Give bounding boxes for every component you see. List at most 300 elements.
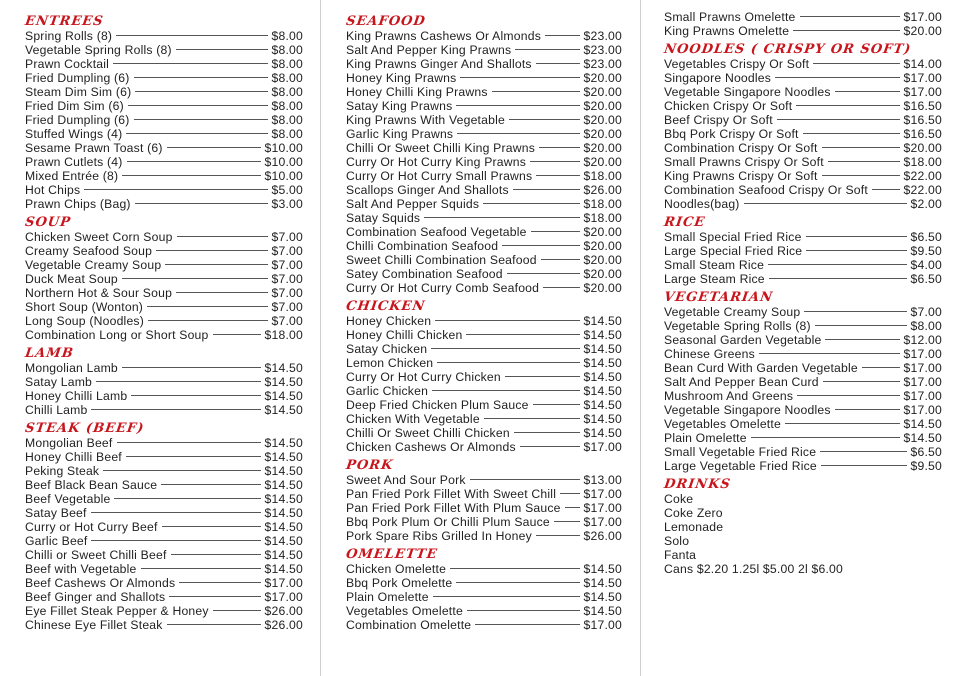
item-price: $7.00 <box>271 314 303 328</box>
item-price: $20.00 <box>583 99 622 113</box>
menu-item <box>346 253 622 267</box>
item-name: Chicken Cashews Or Almonds <box>346 440 516 454</box>
menu-item <box>25 300 303 314</box>
leader-line <box>803 133 900 134</box>
item-name: Seasonal Garden Vegetable <box>664 333 822 347</box>
leader-line <box>821 465 907 466</box>
item-name: Honey Chicken <box>346 314 432 328</box>
leader-line <box>545 35 580 36</box>
menu-item <box>664 319 942 333</box>
item-name: Large Steam Rice <box>664 272 765 286</box>
menu-item <box>664 272 942 286</box>
item-name: Beef Cashews Or Almonds <box>25 576 176 590</box>
menu-item <box>25 169 303 183</box>
item-price: $8.00 <box>271 127 303 141</box>
menu-item <box>346 211 622 225</box>
leader-line <box>531 231 580 232</box>
item-price: $7.00 <box>271 244 303 258</box>
item-name: Pan Fried Pork Fillet With Sweet Chill <box>346 487 557 501</box>
leader-line <box>862 367 900 368</box>
menu-section-steak-beef <box>25 421 303 632</box>
item-price: $14.50 <box>583 562 622 576</box>
leader-line <box>114 498 260 499</box>
item-name: Satay Lamb <box>25 375 93 389</box>
leader-line <box>456 105 579 106</box>
item-name: Fried Dim Sim (6) <box>25 99 124 113</box>
menu-item <box>25 562 303 576</box>
menu-item <box>346 113 622 127</box>
leader-line <box>450 568 579 569</box>
leader-line <box>134 119 268 120</box>
leader-line <box>565 507 580 508</box>
menu-item <box>346 501 622 515</box>
menu-item <box>25 141 303 155</box>
item-name: Duck Meat Soup <box>25 272 118 286</box>
item-name: Chicken Omelette <box>346 562 447 576</box>
item-price: $16.50 <box>903 113 942 127</box>
leader-line <box>213 610 261 611</box>
item-price: $14.50 <box>264 361 303 375</box>
menu-item <box>664 333 942 347</box>
leader-line <box>777 119 900 120</box>
leader-line <box>543 287 579 288</box>
item-price: $17.00 <box>583 515 622 529</box>
menu-item <box>25 534 303 548</box>
menu-item <box>25 314 303 328</box>
menu-item <box>664 258 942 272</box>
leader-line <box>135 203 268 204</box>
item-price: $8.00 <box>910 319 942 333</box>
leader-line <box>822 175 900 176</box>
menu-item <box>346 529 622 543</box>
item-name: Large Special Fried Rice <box>664 244 803 258</box>
menu-item <box>25 604 303 618</box>
item-price: $20.00 <box>583 281 622 295</box>
item-name: Honey King Prawns <box>346 71 457 85</box>
item-price: $10.00 <box>264 141 303 155</box>
menu-item <box>25 389 303 403</box>
menu-item <box>25 492 303 506</box>
section-title: NOODLES ( CRISPY OR SOFT) <box>663 42 913 57</box>
item-price: $14.50 <box>903 417 942 431</box>
item-name: Curry or Hot Curry Beef <box>25 520 158 534</box>
menu-item <box>25 464 303 478</box>
leader-line <box>122 367 261 368</box>
item-name: Bbq Pork Crispy Or Soft <box>664 127 799 141</box>
leader-line <box>84 189 267 190</box>
item-price: $8.00 <box>271 57 303 71</box>
section-title: CHICKEN <box>345 299 427 314</box>
menu-section-pork <box>346 458 622 543</box>
menu-item <box>346 412 622 426</box>
menu-item <box>664 230 942 244</box>
item-name: Creamy Seafood Soup <box>25 244 153 258</box>
leader-line <box>872 189 900 190</box>
item-price: $14.50 <box>583 384 622 398</box>
item-price: $23.00 <box>583 29 622 43</box>
leader-line <box>796 105 899 106</box>
menu-item <box>346 590 622 604</box>
menu-item <box>25 478 303 492</box>
item-price: $17.00 <box>903 71 942 85</box>
item-name: Vegetable Creamy Soup <box>664 305 801 319</box>
menu-item <box>346 370 622 384</box>
item-name: Beef Black Bean Sauce <box>25 478 158 492</box>
leader-line <box>432 390 579 391</box>
item-price: $14.50 <box>583 314 622 328</box>
item-price: $14.50 <box>264 492 303 506</box>
leader-line <box>785 423 900 424</box>
item-price: $17.00 <box>903 361 942 375</box>
item-name: Chinese Eye Fillet Steak <box>25 618 163 632</box>
item-price: $20.00 <box>583 71 622 85</box>
item-name: Small Steam Rice <box>664 258 765 272</box>
section-title: PORK <box>345 458 395 473</box>
leader-line <box>179 582 260 583</box>
item-name: Combination Seafood Crispy Or Soft <box>664 183 868 197</box>
item-name: Mongolian Lamb <box>25 361 118 375</box>
leader-line <box>117 442 261 443</box>
menu-section-drinks <box>664 477 942 576</box>
item-price: $18.00 <box>264 328 303 342</box>
item-name: Satey Combination Seafood <box>346 267 503 281</box>
menu-item <box>664 305 942 319</box>
leader-line <box>135 91 267 92</box>
leader-line <box>806 236 907 237</box>
item-name: Plain Omelette <box>346 590 429 604</box>
menu-item <box>664 155 942 169</box>
item-name: Salt And Pepper Squids <box>346 197 480 211</box>
menu-item <box>25 230 303 244</box>
item-name: King Prawns Cashews Or Almonds <box>346 29 541 43</box>
leader-line <box>835 409 900 410</box>
menu-item <box>664 141 942 155</box>
item-price: $9.50 <box>910 244 942 258</box>
item-price: $20.00 <box>903 24 942 38</box>
leader-line <box>128 105 268 106</box>
item-price: $26.00 <box>264 618 303 632</box>
item-name: Combination Omelette <box>346 618 472 632</box>
item-name: Mixed Entrée (8) <box>25 169 119 183</box>
menu-item <box>25 328 303 342</box>
item-price: $17.00 <box>583 440 622 454</box>
item-name: Vegetables Omelette <box>664 417 781 431</box>
item-price: $14.50 <box>264 478 303 492</box>
item-price: $6.50 <box>910 230 942 244</box>
item-price: $14.50 <box>583 328 622 342</box>
item-price: $17.00 <box>583 487 622 501</box>
leader-line <box>806 250 906 251</box>
leader-line <box>513 189 580 190</box>
leader-line <box>156 250 267 251</box>
item-price: $14.50 <box>264 520 303 534</box>
menu-item <box>346 239 622 253</box>
menu-item <box>346 281 622 295</box>
leader-line <box>560 493 579 494</box>
item-price: $14.50 <box>583 412 622 426</box>
item-price: $9.50 <box>910 459 942 473</box>
item-name: Satay Squids <box>346 211 421 225</box>
item-name: Eye Fillet Steak Pepper & Honey <box>25 604 209 618</box>
leader-line <box>835 91 900 92</box>
item-name: Beef Crispy Or Soft <box>664 113 773 127</box>
section-title: STEAK (BEEF) <box>24 421 146 436</box>
item-price: $26.00 <box>583 529 622 543</box>
menu-item <box>25 590 303 604</box>
item-name: Chilli Or Sweet Chilli King Prawns <box>346 141 535 155</box>
leader-line <box>91 409 260 410</box>
leader-line <box>171 554 261 555</box>
item-name: Curry Or Hot Curry King Prawns <box>346 155 527 169</box>
leader-line <box>148 320 268 321</box>
item-name: Combination Long or Short Soup <box>25 328 209 342</box>
item-name: Singapore Noodles <box>664 71 772 85</box>
leader-line <box>122 175 260 176</box>
leader-line <box>520 446 580 447</box>
item-price: $14.50 <box>264 403 303 417</box>
menu-item <box>25 244 303 258</box>
item-price: $14.50 <box>264 464 303 478</box>
menu-item <box>664 375 942 389</box>
section-title: SOUP <box>24 215 72 230</box>
item-name: King Prawns With Vegetable <box>346 113 505 127</box>
item-price: $18.00 <box>583 169 622 183</box>
menu-item <box>346 267 622 281</box>
item-price: $7.00 <box>271 300 303 314</box>
menu-item <box>346 197 622 211</box>
item-price: $14.50 <box>583 426 622 440</box>
menu-item <box>346 155 622 169</box>
section-title: DRINKS <box>663 477 732 492</box>
menu-item <box>25 29 303 43</box>
item-name: Steam Dim Sim (6) <box>25 85 132 99</box>
menu-item <box>664 57 942 71</box>
item-name: Beef with Vegetable <box>25 562 137 576</box>
item-price: $20.00 <box>583 239 622 253</box>
menu-item <box>664 99 942 113</box>
menu-item <box>25 183 303 197</box>
item-name: Chilli or Sweet Chilli Beef <box>25 548 167 562</box>
item-price: $5.00 <box>271 183 303 197</box>
leader-line <box>825 339 899 340</box>
item-price: $14.50 <box>264 506 303 520</box>
leader-line <box>505 376 580 377</box>
menu-item <box>664 85 942 99</box>
item-price: $8.00 <box>271 71 303 85</box>
item-name: Small Prawns Omelette <box>664 10 796 24</box>
item-price: $26.00 <box>583 183 622 197</box>
leader-line <box>176 49 268 50</box>
leader-line <box>161 484 260 485</box>
menu-item <box>664 169 942 183</box>
menu-item <box>346 576 622 590</box>
item-name: Peking Steak <box>25 464 100 478</box>
leader-line <box>456 582 579 583</box>
leader-line <box>815 325 907 326</box>
menu-section-omelette <box>346 547 622 632</box>
menu-item <box>664 361 942 375</box>
item-name: King Prawns Crispy Or Soft <box>664 169 818 183</box>
item-price: $14.50 <box>264 436 303 450</box>
item-name: Pork Spare Ribs Grilled In Honey <box>346 529 532 543</box>
item-price: $6.50 <box>910 445 942 459</box>
leader-line <box>797 395 899 396</box>
menu-item <box>346 85 622 99</box>
item-price: $10.00 <box>264 169 303 183</box>
item-name: Chicken With Vegetable <box>346 412 480 426</box>
item-price: $14.50 <box>583 604 622 618</box>
item-price: $14.50 <box>264 450 303 464</box>
item-name: Stuffed Wings (4) <box>25 127 123 141</box>
item-name: Vegetable Singapore Noodles <box>664 403 831 417</box>
leader-line <box>533 404 580 405</box>
menu-item <box>25 576 303 590</box>
leader-line <box>804 311 906 312</box>
item-price: $8.00 <box>271 43 303 57</box>
menu-item: Cans $2.20 1.25l $5.00 2l $6.00 <box>664 562 843 576</box>
menu-item <box>664 113 942 127</box>
menu-item <box>346 604 622 618</box>
leader-line <box>162 526 261 527</box>
item-price: $26.00 <box>264 604 303 618</box>
item-name: Honey Chilli Beef <box>25 450 122 464</box>
item-name: Vegetable Spring Rolls (8) <box>25 43 172 57</box>
leader-line <box>509 119 580 120</box>
item-price: $18.00 <box>583 197 622 211</box>
section-title: ENTREES <box>24 14 105 29</box>
item-name: Chilli Or Sweet Chilli Chicken <box>346 426 510 440</box>
item-price: $2.00 <box>910 197 942 211</box>
menu-item <box>25 258 303 272</box>
leader-line <box>127 161 261 162</box>
menu-item <box>346 141 622 155</box>
menu-item <box>664 127 942 141</box>
item-name: Small Prawns Crispy Or Soft <box>664 155 824 169</box>
item-name: Vegetable Creamy Soup <box>25 258 162 272</box>
item-price: $20.00 <box>583 155 622 169</box>
item-name: Prawn Cutlets (4) <box>25 155 123 169</box>
section-title: LAMB <box>24 346 75 361</box>
item-price: $8.00 <box>271 85 303 99</box>
item-name: Short Soup (Wonton) <box>25 300 144 314</box>
leader-line <box>530 161 579 162</box>
leader-line <box>131 395 260 396</box>
leader-line <box>126 133 267 134</box>
item-price: $20.00 <box>583 225 622 239</box>
menu-item <box>25 548 303 562</box>
item-price: $14.50 <box>264 534 303 548</box>
item-name: Mongolian Beef <box>25 436 113 450</box>
item-name: King Prawns Omelette <box>664 24 790 38</box>
leader-line <box>536 63 580 64</box>
menu-section-noodles-crispy-or-soft <box>664 42 942 211</box>
leader-line <box>122 278 268 279</box>
menu-item <box>346 618 622 632</box>
item-price: $17.00 <box>903 389 942 403</box>
item-price: $20.00 <box>583 85 622 99</box>
menu-item <box>346 29 622 43</box>
menu-item <box>664 403 942 417</box>
item-price: $14.50 <box>583 370 622 384</box>
item-name: Lemon Chicken <box>346 356 434 370</box>
leader-line <box>768 264 906 265</box>
item-name: Mushroom And Greens <box>664 389 794 403</box>
leader-line <box>483 203 579 204</box>
leader-line <box>437 362 579 363</box>
menu-item <box>664 71 942 85</box>
menu-item <box>346 487 622 501</box>
item-name: Bean Curd With Garden Vegetable <box>664 361 858 375</box>
menu-item <box>346 225 622 239</box>
menu-item <box>25 403 303 417</box>
menu-item: Coke <box>664 492 694 506</box>
item-name: Salt And Pepper King Prawns <box>346 43 512 57</box>
menu-item <box>664 347 942 361</box>
menu-column-3 <box>664 10 942 576</box>
leader-line <box>460 77 579 78</box>
leader-line <box>134 77 268 78</box>
item-price: $14.50 <box>264 562 303 576</box>
menu-item <box>346 562 622 576</box>
menu-item: Lemonade <box>664 520 724 534</box>
menu-item <box>346 426 622 440</box>
item-name: Chilli Combination Seafood <box>346 239 499 253</box>
menu-item <box>346 169 622 183</box>
menu-item <box>25 506 303 520</box>
menu-item <box>25 127 303 141</box>
item-name: Plain Omelette <box>664 431 747 445</box>
item-name: Fried Dumpling (6) <box>25 71 130 85</box>
item-name: Hot Chips <box>25 183 81 197</box>
item-price: $20.00 <box>583 127 622 141</box>
item-price: $23.00 <box>583 43 622 57</box>
menu-item <box>346 127 622 141</box>
menu-section-section <box>664 10 942 38</box>
leader-line <box>424 217 579 218</box>
item-price: $14.50 <box>583 342 622 356</box>
item-price: $14.50 <box>583 576 622 590</box>
menu-item <box>346 57 622 71</box>
leader-line <box>484 418 580 419</box>
column-divider <box>640 0 641 676</box>
item-price: $14.00 <box>903 57 942 71</box>
menu-item <box>25 286 303 300</box>
menu-item <box>664 197 942 211</box>
item-name: Noodles(bag) <box>664 197 740 211</box>
item-price: $17.00 <box>903 85 942 99</box>
item-name: Combination Crispy Or Soft <box>664 141 818 155</box>
item-price: $6.50 <box>910 272 942 286</box>
menu-section-seafood <box>346 14 622 295</box>
item-price: $14.50 <box>583 590 622 604</box>
item-price: $17.00 <box>903 403 942 417</box>
item-name: Honey Chilli Lamb <box>25 389 128 403</box>
menu-item <box>25 99 303 113</box>
item-price: $22.00 <box>903 169 942 183</box>
item-price: $7.00 <box>271 258 303 272</box>
menu-section-entrees <box>25 14 303 211</box>
item-price: $17.00 <box>264 576 303 590</box>
menu-item <box>346 440 622 454</box>
menu-item <box>25 155 303 169</box>
item-name: Honey Chilli King Prawns <box>346 85 488 99</box>
section-title: OMELETTE <box>345 547 439 562</box>
item-price: $17.00 <box>903 375 942 389</box>
leader-line <box>507 273 580 274</box>
leader-line <box>751 437 900 438</box>
menu-section-chicken <box>346 299 622 454</box>
leader-line <box>176 292 267 293</box>
